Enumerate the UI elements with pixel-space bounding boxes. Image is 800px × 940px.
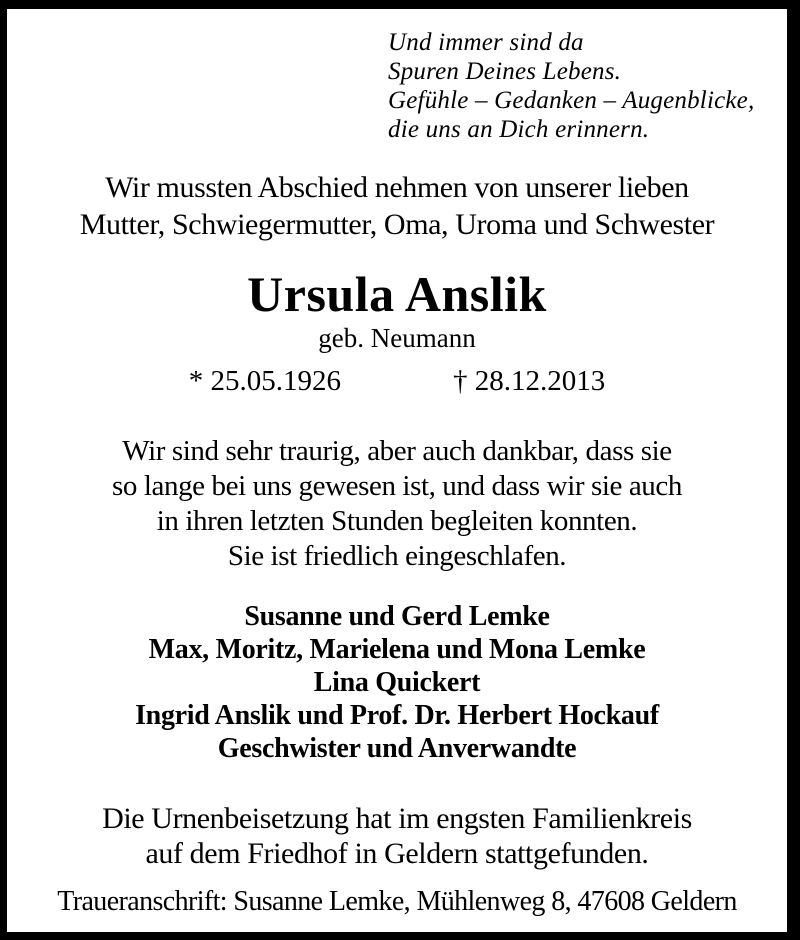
mourner-line: Max, Moritz, Marielena und Mona Lemke <box>148 634 646 665</box>
mourner-line: Lina Quickert <box>313 667 481 698</box>
intro-line: Mutter, Schwiegermutter, Oma, Uroma und Schwester <box>79 208 715 241</box>
condolence-line: Wir sind sehr traurig, aber auch dankbar, dass sie <box>122 435 672 467</box>
burial-notice <box>7 801 787 871</box>
maiden-name: geb. Neumann <box>318 323 476 353</box>
farewell-intro <box>7 169 787 243</box>
mourner-line: Susanne und Gerd Lemke <box>244 601 550 632</box>
condolence-text <box>7 434 787 574</box>
condolence-line: so lange bei uns gewesen ist, und dass wir sie auch <box>112 470 682 502</box>
mourner-line: Ingrid Anslik und Prof. Dr. Herbert Hockauf <box>135 700 659 731</box>
poem-line: die uns an Dich erinnern. <box>388 116 650 143</box>
mourners-list <box>7 600 787 765</box>
intro-line: Wir mussten Abschied nehmen von unserer lieben <box>105 171 689 204</box>
mourning-address: Traueranschrift: Susanne Lemke, Mühlenweg 8, 47608 Geldern <box>57 886 737 917</box>
poem-line: Und immer sind da <box>388 29 584 56</box>
mourner-line: Geschwister und Anverwandte <box>217 733 577 764</box>
life-dates <box>7 365 787 398</box>
death-date: † 28.12.2013 <box>453 365 606 397</box>
deceased-name: Ursula Anslik <box>247 266 547 322</box>
condolence-line: in ihren letzten Stunden begleiten konnten. <box>156 505 638 537</box>
burial-line: auf dem Friedhof in Geldern stattgefunden. <box>145 837 649 870</box>
burial-line: Die Urnenbeisetzung hat im engsten Familienkreis <box>102 802 692 835</box>
epigraph-poem <box>388 28 787 144</box>
poem-line: Gefühle – Gedanken – Augenblicke, <box>388 87 755 114</box>
birth-date: * 25.05.1926 <box>188 365 341 397</box>
condolence-line: Sie ist friedlich eingeschlafen. <box>227 540 567 572</box>
poem-line: Spuren Deines Lebens. <box>388 58 622 85</box>
